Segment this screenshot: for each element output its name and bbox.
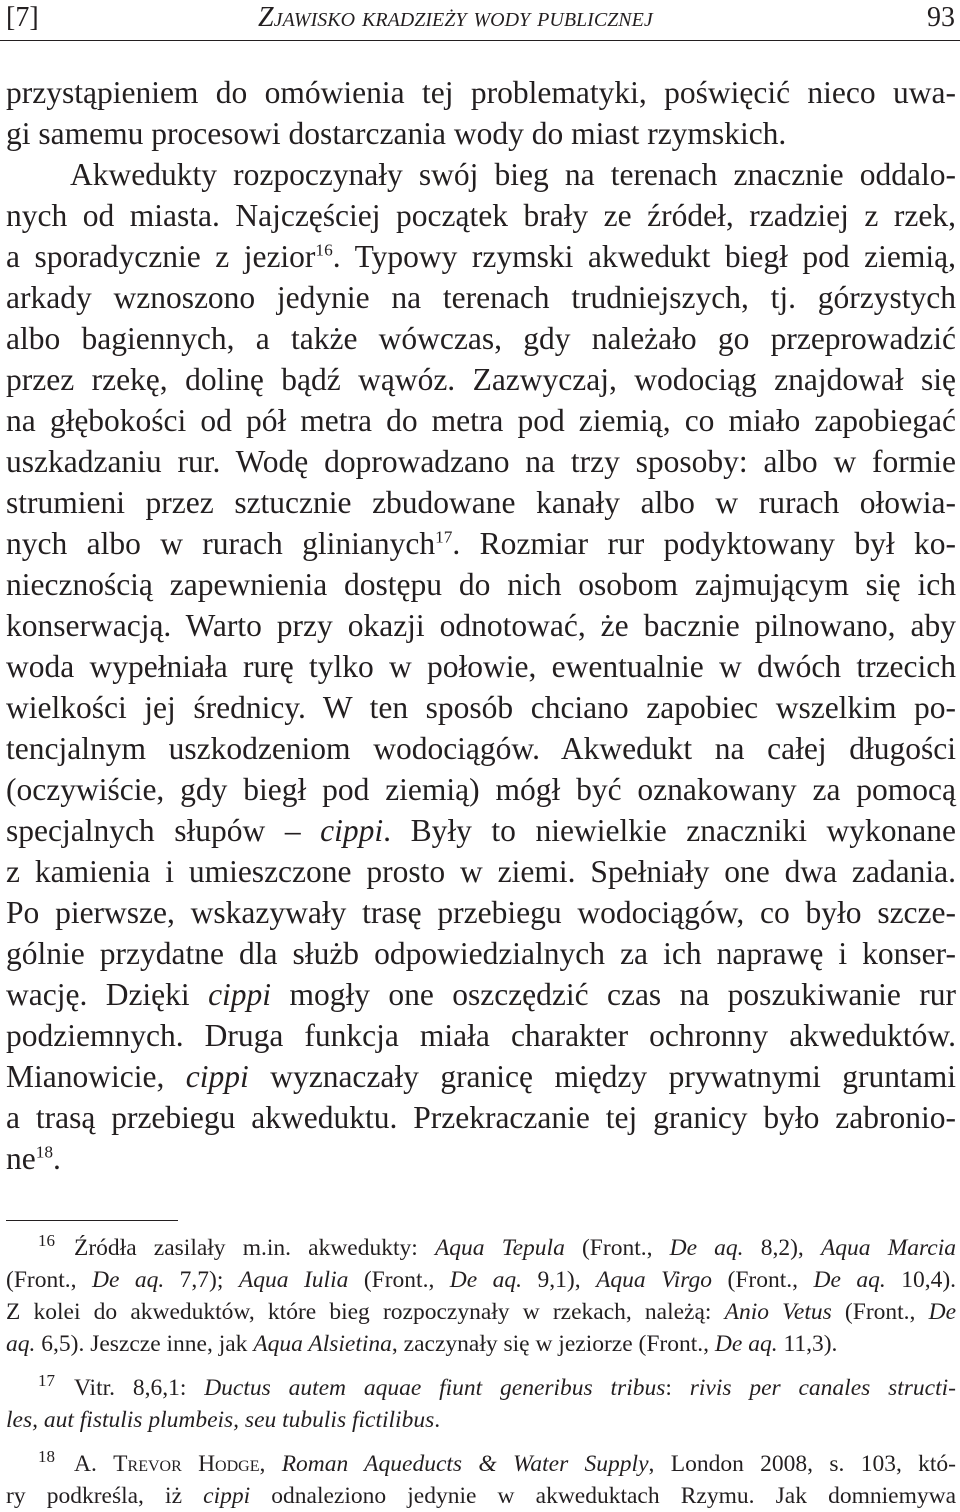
text-line: woda wypełniała rurę tylko w połowie, ewentualnie w dwóch trzecich (6, 649, 956, 684)
text-line: Po pierwsze, wskazywały trasę przebiegu wodociągów, co było szcze- (6, 895, 956, 930)
text-line: a trasą przebiegu akweduktu. Przekraczanie tej granicy było zabronio- (6, 1100, 956, 1135)
text-line: na głębokości od pół metra do metra pod ziemią, co miało zapobiegać (6, 403, 956, 438)
text-line: tencjalnym uszkodzeniom wodociągów. Akwedukt na całej długości (6, 731, 956, 766)
text-line: Mianowicie, cippi wyznaczały granicę między prywatnymi gruntami (6, 1059, 956, 1094)
footnotes (6, 1232, 956, 1512)
text-line: arkady wznoszono jedynie na terenach trudniejszych, tj. górzystych (6, 280, 956, 315)
footnote-16 (6, 1232, 956, 1360)
text-line: Akwedukty rozpoczynały swój bieg na terenach znacznie oddalo- (70, 157, 956, 192)
footnote-line: 16 Źródła zasilały m.in. akwedukty: Aqua Tepula (Front., De aq. 8,2), Aqua Marcia (38, 1231, 956, 1261)
running-title: Zjawisko kradzieży wody publicznej (258, 2, 653, 33)
text-line: gólnie przydatne dla służb odpowiedzialnych za ich naprawę i konser- (6, 936, 956, 971)
footnote-ref-17: 17 (435, 527, 453, 547)
text-line: konserwacją. Warto przy okazji odnotować, że bacznie pilnowano, aby (6, 608, 956, 643)
footnote-line: ry podkreśla, iż cippi odnaleziono jedynie w akweduktach Rzymu. Jak domniemywa (6, 1483, 956, 1509)
footnote-line: aq. 6,5). Jeszcze inne, jak Aqua Alsietina, zaczynały się w jeziorze (Front., De aq. 11,3). (6, 1331, 838, 1357)
text-line: podziemnych. Druga funkcja miała charakter ochronny akweduktów. (6, 1018, 956, 1053)
text-line: z kamienia i umieszczone prosto w ziemi. Spełniały one dwa zadania. (6, 854, 956, 889)
page-number: 93 (927, 2, 955, 33)
running-header (0, 0, 960, 36)
text-line: uszkadzaniu rur. Wodę doprowadzano na trzy sposoby: albo w formie (6, 444, 956, 479)
text-line: gi samemu procesowi dostarczania wody do miast rzymskich. (6, 116, 787, 151)
main-text (6, 72, 956, 1179)
text-line: a sporadycznie z jezior$^{16}$. Typowy rzymski akwedukt biegł pod ziemią, (6, 239, 956, 274)
footnote-line: Z kolei do akweduktów, które bieg rozpoczynały w rzekach, należą: Anio Vetus (Front., De (6, 1299, 956, 1325)
footnote-line: 18 A. Trevor Hodge, Roman Aqueducts & Water Supply, London 2008, s. 103, któ- (38, 1447, 956, 1477)
text-line: przez rzekę, dolinę bądź wąwóz. Zazwyczaj, wodociąg znajdował się (6, 362, 956, 397)
header-rule (0, 40, 960, 41)
footnote-line: (Front., De aq. 7,7); Aqua Iulia (Front., De aq. 9,1), Aqua Virgo (Front., De aq. 10,4). (6, 1267, 957, 1293)
footnote-line: 17 Vitr. 8,6,1: Ductus autem aquae fiunt generibus tribus: rivis per canales structi- (38, 1371, 956, 1401)
text-line: wielkości jej średnicy. W ten sposób chciano zapobiec wszelkim po- (6, 690, 956, 725)
text-line: albo bagiennych, a także wówczas, gdy należało go przeprowadzić (6, 321, 956, 356)
text-line: (oczywiście, gdy biegł pod ziemią) mógł być oznakowany za pomocą (6, 772, 956, 807)
footnote-ref-18: 18 (35, 1142, 54, 1162)
text-line: nych od miasta. Najczęściej początek brały ze źródeł, rzadziej z rzek, (6, 198, 956, 233)
footnote-18 (6, 1448, 956, 1512)
text-line: $ne^{18}$. (6, 1141, 61, 1176)
footnote-17 (6, 1372, 956, 1436)
footnote-line: les, aut fistulis plumbeis, seu tubulis fictilibus. (6, 1407, 441, 1433)
text-line: specjalnych słupów – cippi. Były to niewielkie znaczniki wykonane (6, 813, 956, 848)
text-line: niecznością zapewnienia dostępu do nich osobom zajmującym się ich (6, 567, 956, 602)
text-line: strumieni przez sztucznie zbudowane kanały albo w rurach ołowia- (6, 485, 956, 520)
text-line: przystąpieniem do omówienia tej problematyki, poświęcić nieco uwa- (6, 75, 956, 110)
text-line: nych albo w rurach glinianych$^{17}$. Rozmiar rur podyktowany był ko- (6, 526, 956, 561)
footnote-ref-16: 16 (315, 240, 333, 260)
section-marker: [7] (6, 2, 39, 33)
text-line: wację. Dzięki cippi mogły one oszczędzić czas na poszukiwanie rur (6, 977, 956, 1012)
footnote-rule (6, 1220, 178, 1221)
